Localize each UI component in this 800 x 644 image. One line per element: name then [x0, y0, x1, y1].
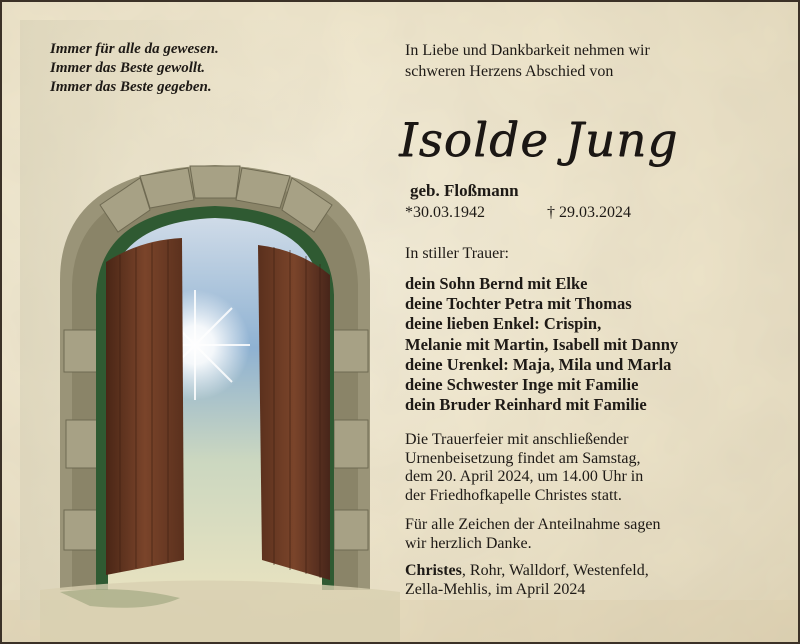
death-date: † 29.03.2024 [547, 204, 631, 221]
place-town: Christes [405, 562, 462, 579]
service-line: der Friedhofkapelle Christes statt. [405, 486, 622, 504]
thanks-text [405, 516, 660, 553]
thanks-line: Für alle Zeichen der Anteilnahme sagen [405, 516, 661, 533]
poem-line: Immer für alle da gewesen. [50, 41, 219, 57]
mourner-line: dein Sohn Bernd mit Elke [405, 274, 588, 293]
mourner-line: deine Schwester Inge mit Familie [405, 375, 639, 395]
memorial-poem [50, 40, 219, 97]
mourner-line: deine Tochter Petra mit Thomas [405, 294, 632, 314]
birth-date: *30.03.1942 [405, 204, 485, 221]
poem-line: Immer das Beste gegeben. [50, 79, 212, 95]
mourner-line: Melanie mit Martin, Isabell mit Danny [405, 334, 679, 354]
thanks-line: wir herzlich Danke. [405, 534, 532, 552]
intro-line: schweren Herzens Abschied von [405, 63, 614, 80]
mourner-line: dein Bruder Reinhard mit Familie [405, 395, 647, 415]
maiden-name: geb. Floßmann [410, 181, 519, 200]
poem-line: Immer das Beste gewollt. [50, 60, 205, 76]
intro-line: In Liebe und Dankbarkeit nehmen wir [405, 42, 650, 59]
mourning-label: In stiller Trauer: [405, 245, 509, 262]
place-date [405, 562, 649, 599]
service-line: Urnenbeisetzung findet am Samstag, [405, 449, 641, 467]
place-line: Zella-Mehlis, im April 2024 [405, 580, 586, 598]
service-line: Die Trauerfeier mit anschließender [405, 431, 629, 448]
mourner-line: deine lieben Enkel: Crispin, [405, 314, 602, 334]
mourners-list [405, 274, 678, 415]
intro-text [405, 40, 650, 82]
deceased-name: Isolde Jung [399, 113, 679, 168]
mourner-line: deine Urenkel: Maja, Mila und Marla [405, 354, 672, 374]
funeral-service-info [405, 431, 643, 505]
service-line: dem 20. April 2024, um 14.00 Uhr in [405, 468, 644, 486]
life-dates [405, 204, 785, 226]
place-line [405, 562, 649, 581]
place-towns-rest: , Rohr, Walldorf, Westenfeld, [461, 562, 649, 579]
